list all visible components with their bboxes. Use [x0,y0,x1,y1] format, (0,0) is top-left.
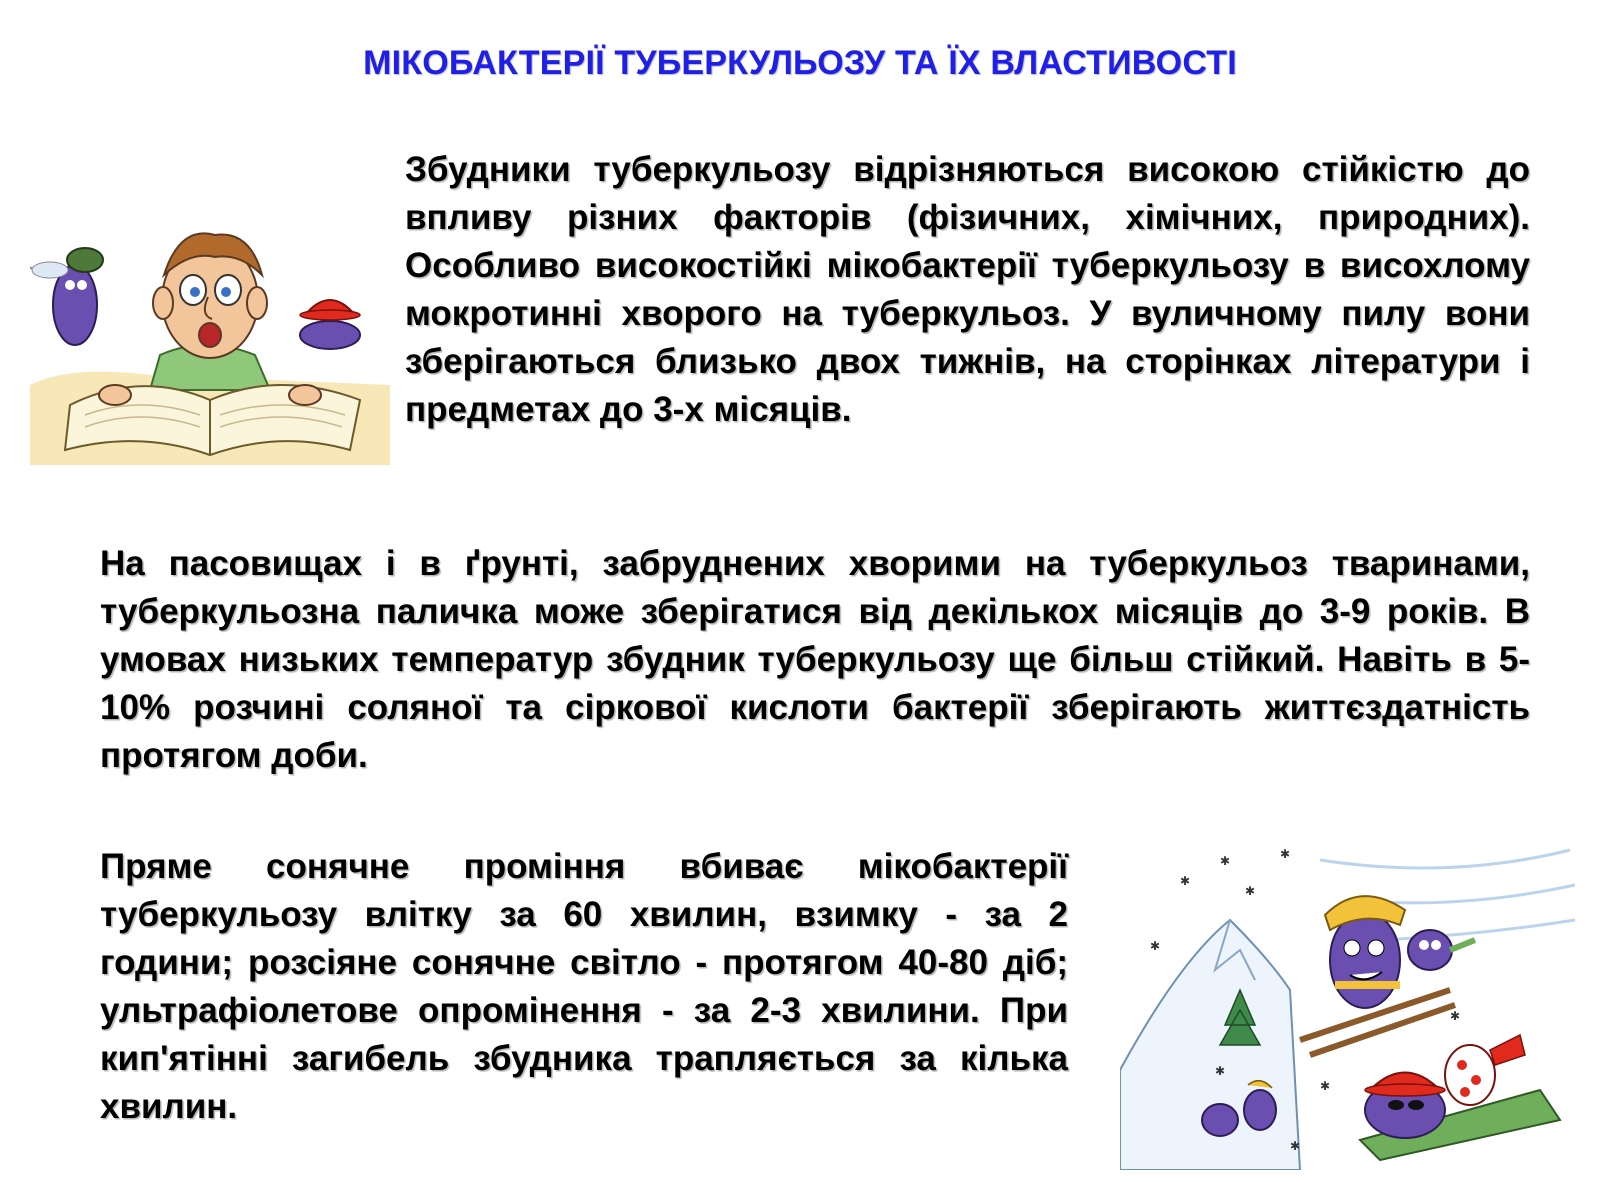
bacteria-skiing-illustration [1120,840,1580,1170]
slide-title: МІКОБАКТЕРІЇ ТУБЕРКУЛЬОЗУ ТА ЇХ ВЛАСТИВОСТІ [363,44,1237,82]
paragraph-soil-survival: На пасовищах і в ґрунті, забруднених хворими на туберкульоз тваринами, туберкульозна паличка може зберігатися від декількох місяців до 3-9 років. В умовах низьких температур збудник туберкульозу ще більш стійкий. Навіть в 5-10% розчині соляної та сіркової кислоти бактерії зберігають життєздатність протягом доби. [100,544,1530,775]
boy-reading-book-illustration [30,215,390,475]
svg-text:✱: ✱ [1290,1139,1301,1153]
svg-text:✱: ✱ [1180,874,1191,888]
paragraph-sunlight: Пряме сонячне проміння вбиває мікобактерії туберкульозу влітку за 60 хвилин, взимку - за 2 години; розсіяне сонячне світло - протягом 40-80 діб; ультрафіолетове опромінення - за 2-3 хвилини. При кип'ятінні загибель збудника трапляється за кілька хвилин. [100,847,1068,1126]
svg-text:✱: ✱ [1450,1009,1461,1023]
svg-text:✱: ✱ [1220,854,1231,868]
svg-text:✱: ✱ [1150,939,1161,953]
svg-text:✱: ✱ [1245,884,1256,898]
svg-text:✱: ✱ [1215,1064,1226,1078]
svg-text:✱: ✱ [1280,847,1291,861]
svg-text:✱: ✱ [1320,1079,1331,1093]
paragraph-resistance: Збудники туберкульозу відрізняються високою стійкістю до впливу різних факторів (фізичних, хімічних, природних). Особливо високостійкі мікобактерії туберкульозу в висохлому мокротинні хворого на туберкульоз. У вуличному пилу вони зберігаються близько двох тижнів, на сторінках літератури і предметах до 3-х місяців. [405,150,1530,429]
